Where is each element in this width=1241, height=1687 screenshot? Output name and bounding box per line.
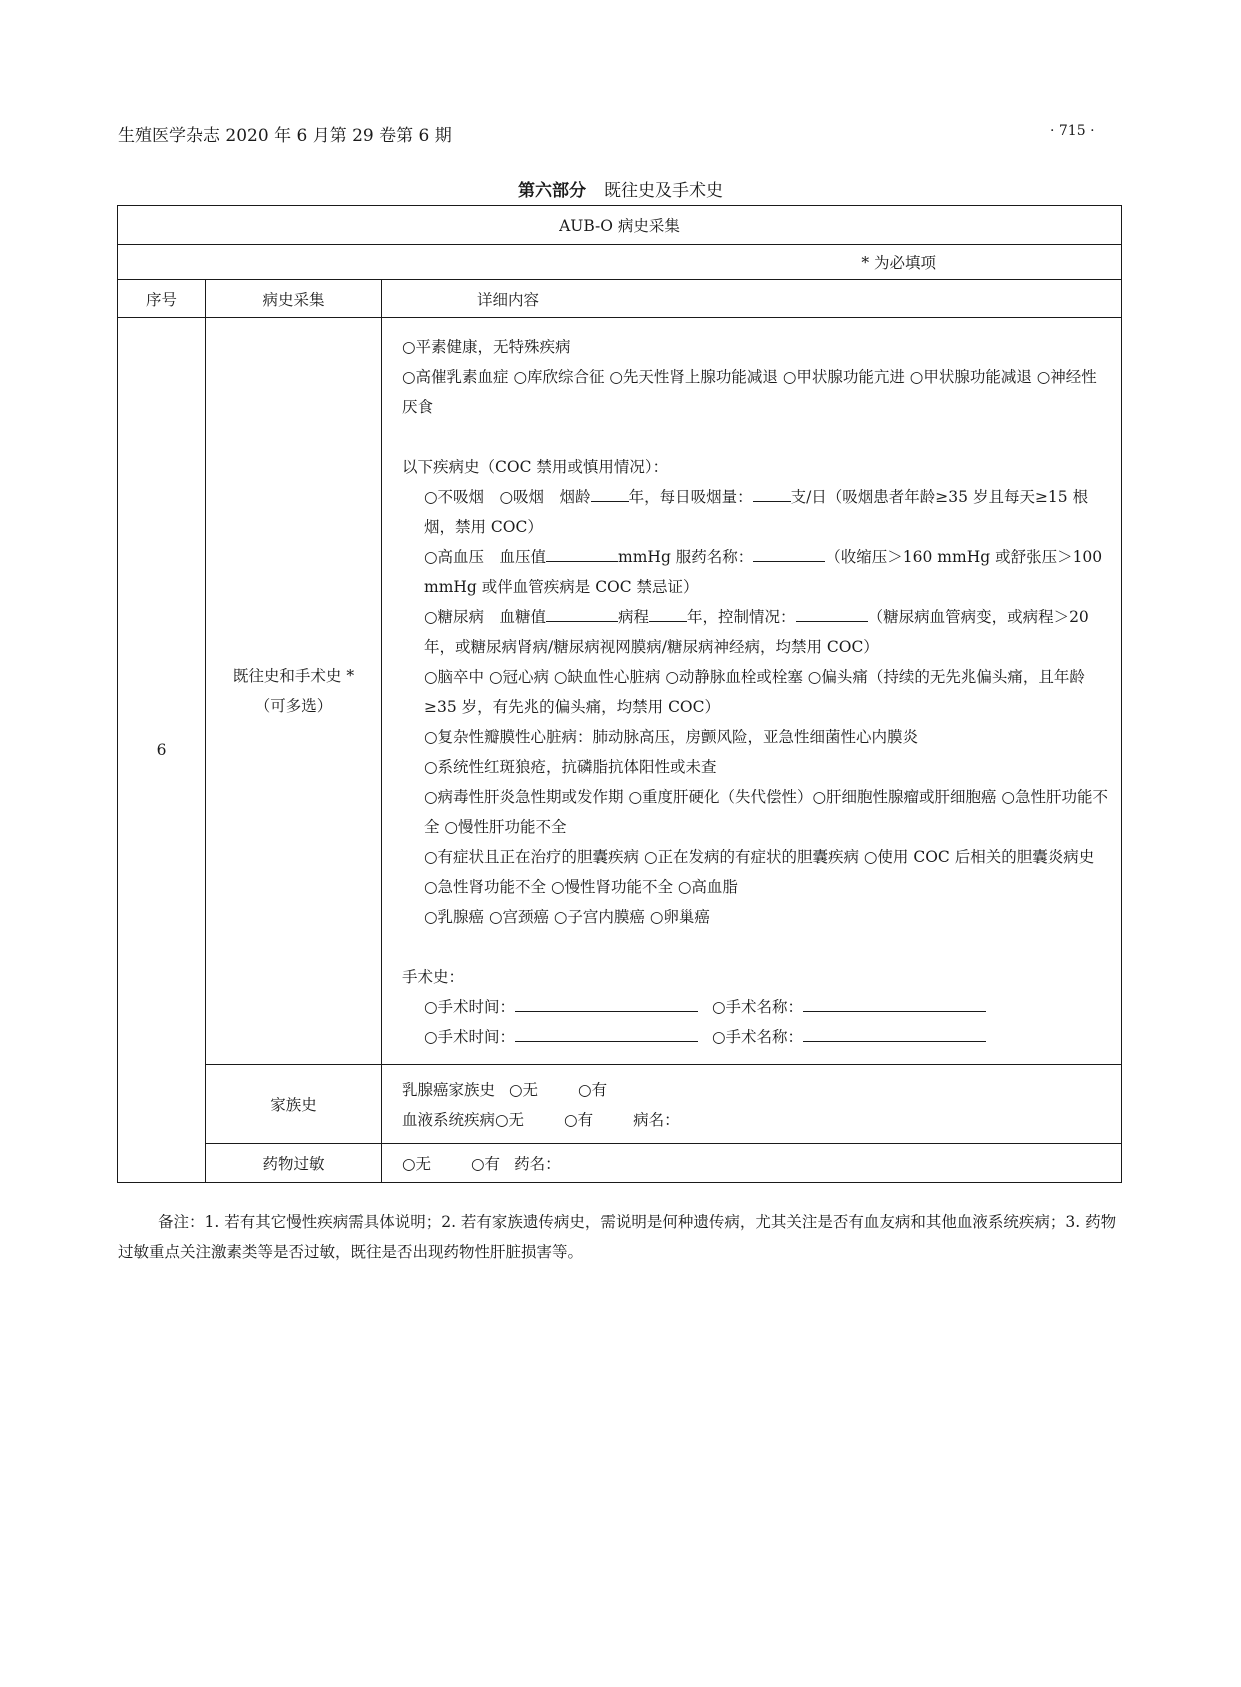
surgery-time-field[interactable] xyxy=(515,1024,698,1042)
allergy-drug-name: 药名： xyxy=(514,1155,561,1173)
option-renal[interactable]: ○急性肾功能不全 ○慢性肾功能不全 ○高血脂 xyxy=(424,878,738,896)
option-hypertension[interactable]: ○高血压 血压值 mmHg 服药名称： （收缩压＞160 mmHg 或舒张压＞100 mmHg 或伴血管疾病是 COC 禁忌证） xyxy=(402,542,1111,602)
option-endocrine[interactable]: ○高催乳素血症 ○库欣综合征 ○先天性肾上腺功能减退 ○甲状腺功能亢进 ○甲状腺功能减退 ○神经性厌食 xyxy=(402,368,1097,416)
bp-value-field[interactable] xyxy=(546,544,618,562)
option-healthy[interactable]: ○平素健康，无特殊疾病 xyxy=(402,338,571,356)
page-number: · 715 · xyxy=(1050,123,1095,139)
blood-yes-option[interactable]: ○有 xyxy=(564,1111,594,1129)
surgery-row-1: ○手术时间： ○手术名称： xyxy=(402,992,1111,1022)
option-smoking[interactable]: ○不吸烟 ○吸烟 烟龄 年，每日吸烟量： 支/日（吸烟患者年龄≥35 岁且每天≥15 根烟，禁用 COC） xyxy=(402,482,1111,542)
family-blood-row: 血液系统疾病○无 ○有 病名： xyxy=(402,1111,680,1129)
option-diabetes[interactable]: ○糖尿病 血糖值 病程 年，控制情况： （糖尿病血管病变，或病程＞20 年，或糖尿病肾病/糖尿病视网膜病/糖尿病神经病，均禁用 COC） xyxy=(402,602,1111,662)
col-header-detail: 详细内容 xyxy=(382,280,1122,318)
surgery-name-field[interactable] xyxy=(803,1024,986,1042)
table-title: AUB-O 病史采集 xyxy=(118,206,1122,245)
required-note: * 为必填项 xyxy=(118,245,1122,280)
option-sle[interactable]: ○系统性红斑狼疮，抗磷脂抗体阳性或未查 xyxy=(424,758,717,776)
section-title xyxy=(0,176,1241,201)
history-table xyxy=(117,205,1122,1183)
surgery-time-field[interactable] xyxy=(515,994,698,1012)
option-liver[interactable]: ○病毒性肝炎急性期或发作期 ○重度肝硬化（失代偿性）○肝细胞性腺瘤或肝细胞癌 ○急性肝功能不全 ○慢性肝功能不全 xyxy=(424,788,1108,836)
surgery-name-field[interactable] xyxy=(803,994,986,1012)
option-cardio[interactable]: ○脑卒中 ○冠心病 ○缺血性心脏病 ○动静脉血栓或栓塞 ○偏头痛（持续的无先兆偏头痛，且年龄≥35 岁，有先兆的偏头痛，均禁用 COC） xyxy=(424,668,1085,716)
history-label: 既往史和手术史 * xyxy=(232,667,355,685)
history-detail xyxy=(382,318,1122,1065)
family-detail xyxy=(382,1065,1122,1144)
breast-yes-option[interactable]: ○有 xyxy=(578,1081,608,1099)
dm-course-field[interactable] xyxy=(649,604,687,622)
option-cancer[interactable]: ○乳腺癌 ○宫颈癌 ○子宫内膜癌 ○卵巢癌 xyxy=(424,908,710,926)
surgery-row-2: ○手术时间： ○手术名称： xyxy=(402,1022,1111,1052)
coc-heading: 以下疾病史（COC 禁用或慎用情况）： xyxy=(402,458,669,476)
journal-header: 生殖医学杂志 2020 年 6 月第 29 卷第 6 期 xyxy=(118,126,452,146)
history-label-cell xyxy=(206,318,382,1065)
family-breast-row: 乳腺癌家族史 ○无 ○有 xyxy=(402,1081,608,1099)
dm-control-field[interactable] xyxy=(796,604,868,622)
row-number: 6 xyxy=(118,318,206,1183)
option-valvular[interactable]: ○复杂性瓣膜性心脏病：肺动脉高压，房颤风险，亚急性细菌性心内膜炎 xyxy=(424,728,919,746)
surgery-heading: 手术史： xyxy=(402,968,465,986)
family-label: 家族史 xyxy=(206,1065,382,1144)
blood-no-option[interactable]: ○无 xyxy=(495,1111,525,1129)
blood-disease-name: 病名： xyxy=(633,1111,680,1129)
smoke-years-field[interactable] xyxy=(591,484,629,502)
section-title-text: 既往史及手术史 xyxy=(604,181,723,201)
option-gallbladder[interactable]: ○有症状且正在治疗的胆囊疾病 ○正在发病的有症状的胆囊疾病 ○使用 COC 后相关的胆囊炎病史 xyxy=(424,848,1095,866)
glucose-field[interactable] xyxy=(546,604,618,622)
allergy-label: 药物过敏 xyxy=(206,1144,382,1183)
allergy-detail xyxy=(382,1144,1122,1183)
allergy-no-option[interactable]: ○无 xyxy=(402,1155,432,1173)
breast-no-option[interactable]: ○无 xyxy=(509,1081,539,1099)
col-header-item: 病史采集 xyxy=(206,280,382,318)
history-label-sub: （可多选） xyxy=(254,697,333,715)
smoke-daily-field[interactable] xyxy=(753,484,791,502)
bp-drug-field[interactable] xyxy=(753,544,825,562)
col-header-num: 序号 xyxy=(118,280,206,318)
section-part: 第六部分 xyxy=(518,181,586,201)
allergy-yes-option[interactable]: ○有 xyxy=(471,1155,501,1173)
footnotes: 备注：1. 若有其它慢性疾病需具体说明；2. 若有家族遗传病史，需说明是何种遗传病，尤其关注是否有血友病和其他血液系统疾病；3. 药物过敏重点关注激素类等是否过敏，既往是否出现药物性肝脏损害等。 xyxy=(118,1213,1117,1261)
